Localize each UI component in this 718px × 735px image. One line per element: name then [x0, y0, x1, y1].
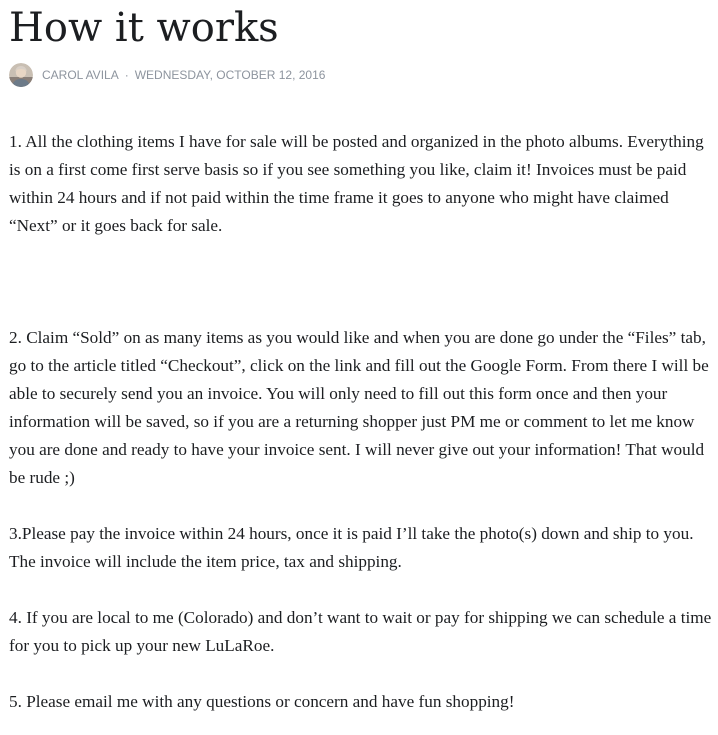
paragraph-3: 3.Please pay the invoice within 24 hours, once it is paid I’ll take the photo(s) down and ship to you. The invoice will include the item price, tax and shipping. [9, 524, 694, 571]
paragraph-2: 2. Claim “Sold” on as many items as you would like and when you are done go under the “Files” tab, go to the article titled “Checkout”, click on the link and fill out the Google Form. From there I will be able to securely send you an invoice. You will only need to fill out this form once and then your information will be saved, so if you are a returning shopper just PM me or comment to let me know you are done and ready to have your invoice sent. I will never give out your information! That would be rude ;) [9, 328, 709, 487]
paragraph-spacer [9, 492, 713, 520]
byline [9, 62, 325, 88]
paragraph-spacer [9, 576, 713, 604]
author-name[interactable]: CAROL AVILA [42, 68, 119, 82]
post-date[interactable]: WEDNESDAY, OCTOBER 12, 2016 [134, 68, 326, 82]
avatar[interactable] [9, 63, 33, 87]
page-title: How it works [9, 5, 279, 51]
article-body [9, 128, 713, 716]
paragraph-1: 1. All the clothing items I have for sale will be posted and organized in the photo albums. Everything is on a first come first serve basis so if you see something you like, claim it! Invoices must be paid within 24 hours and if not paid within the time frame it goes to anyone who might have claimed “Next” or it goes back for sale. [9, 132, 704, 235]
paragraph-spacer [9, 240, 713, 324]
paragraph-spacer [9, 660, 713, 688]
byline-separator: · [124, 68, 129, 82]
paragraph-5: 5. Please email me with any questions or concern and have fun shopping! [9, 692, 515, 711]
paragraph-4: 4. If you are local to me (Colorado) and don’t want to wait or pay for shipping we can schedule a time for you to pick up your new LuLaRoe. [9, 608, 712, 655]
